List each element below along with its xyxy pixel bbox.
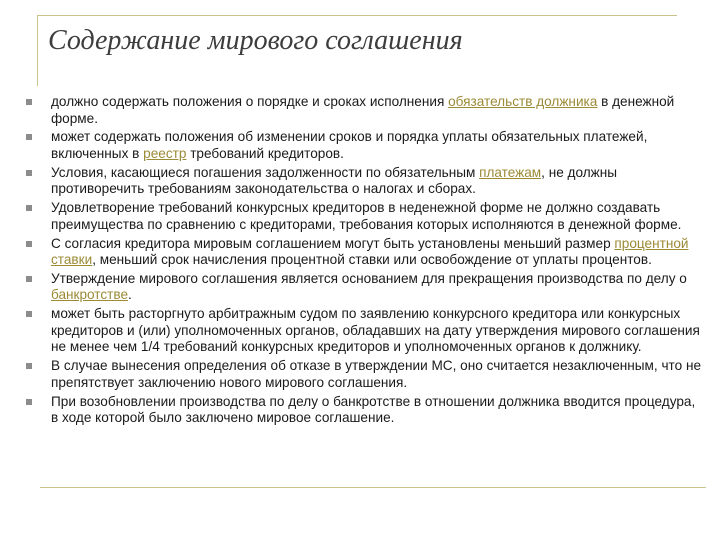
bullet-list: [22, 94, 702, 429]
bullet-text: Утверждение мирового соглашения является основанием для прекращения производства по делу о: [51, 270, 687, 286]
bullet-text: В случае вынесения определения об отказе в утверждении МС, оно считается незаключенным, что не препятствует заключению нового мирового соглашения.: [51, 358, 702, 390]
square-bullet-icon: [26, 276, 32, 282]
bullet-text: Условия, касающиеся погашения задолженности по обязательным: [51, 164, 480, 180]
bullet-item: [22, 129, 702, 162]
bullet-text: может быть расторгнуто арбитражным судом по заявлению конкурсного кредитора или конкурсных кредиторов и (или) уполномоченных органов, обладавших на дату утверждения мирового соглашения не менее чем 1/4 требований конкурсных кредиторов и уполномоченных органов к должнику.: [51, 306, 700, 355]
bullet-item: [22, 200, 702, 233]
square-bullet-icon: [26, 99, 32, 105]
square-bullet-icon: [26, 241, 32, 247]
square-bullet-icon: [26, 363, 32, 369]
bullet-text: может содержать положения об изменении сроков и порядка уплаты обязательных платежей, включенных в: [51, 129, 648, 161]
bullet-text: должно содержать положения о порядке и сроках исполнения: [51, 94, 449, 109]
frame-top-line: [37, 15, 677, 16]
square-bullet-icon: [26, 205, 32, 211]
link-obyazatelstv-dolzhnika[interactable]: обязательств должника: [448, 94, 598, 109]
bullet-text: , меньший срок начисления процентной ставки или освобождение от уплаты процентов.: [92, 252, 652, 268]
link-bankrotstve[interactable]: банкротстве: [51, 287, 129, 303]
slide-title: Содержание мирового соглашения: [48, 25, 463, 56]
bullet-text: При возобновлении производства по делу о банкротстве в отношении должника вводится процедура, в ходе которой было заключено мировое соглашение.: [51, 393, 696, 426]
link-procentnoy-stavki[interactable]: процентной ставки: [51, 235, 689, 268]
bullet-item: [22, 306, 702, 356]
square-bullet-icon: [26, 399, 32, 405]
bullet-text: С согласия кредитора мировым соглашением могут быть установлены меньший размер: [51, 235, 615, 251]
bullet-item: [22, 271, 702, 304]
bullet-item: [22, 94, 702, 127]
frame-left-line: [37, 16, 38, 86]
bullet-item: [22, 236, 702, 269]
square-bullet-icon: [26, 170, 32, 176]
square-bullet-icon: [26, 311, 32, 317]
bullet-text: .: [128, 287, 132, 303]
bullet-text: , не должны противоречить требованиям законодательства о налогах и сборах.: [51, 164, 618, 197]
bottom-divider: [40, 487, 706, 488]
bullet-item: [22, 358, 702, 391]
bullet-text: требований кредиторов.: [186, 145, 344, 161]
bullet-item: [22, 394, 702, 427]
bullet-text: в денежной форме.: [51, 94, 675, 126]
bullet-item: [22, 165, 702, 198]
link-platezham[interactable]: платежам: [479, 164, 542, 180]
square-bullet-icon: [26, 134, 32, 140]
link-reestr[interactable]: реестр: [143, 145, 187, 161]
bullet-text: Удовлетворение требований конкурсных кредиторов в неденежной форме не должно создавать преимущества по сравнению с кредиторами, требования которых исполняются в денежной форме.: [51, 200, 682, 232]
